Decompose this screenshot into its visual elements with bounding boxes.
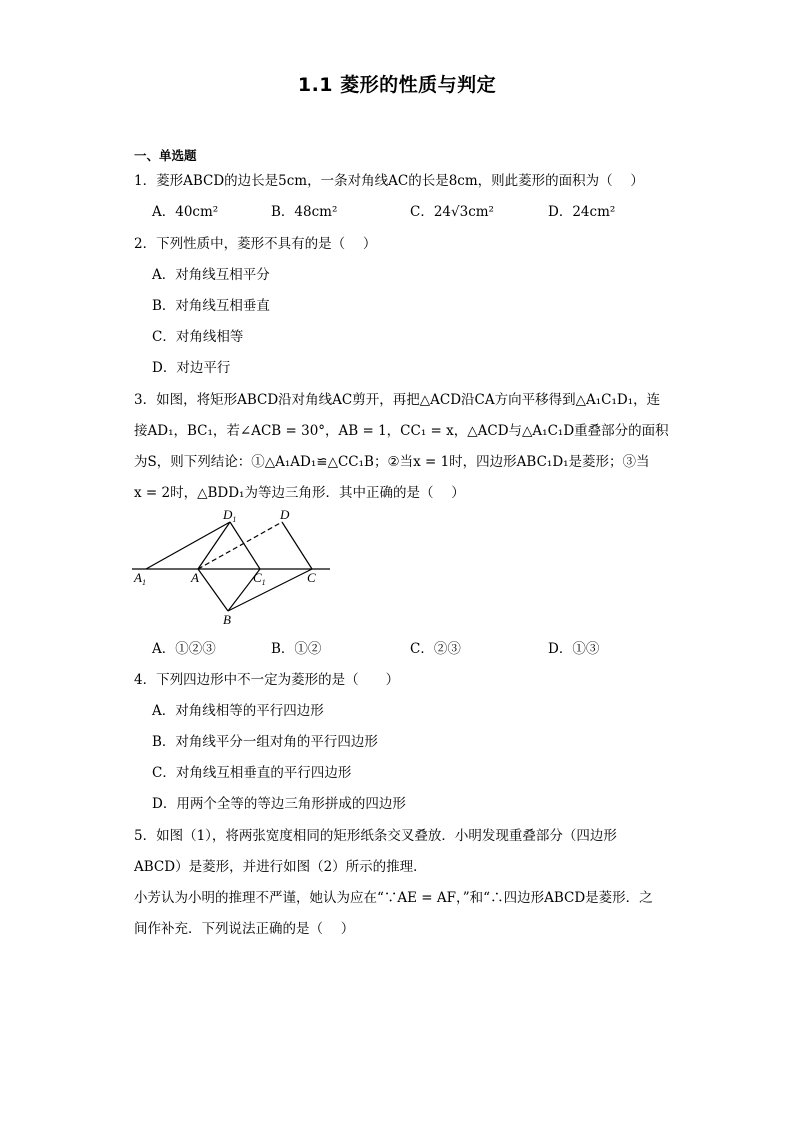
section-heading: 一、单选题: [134, 148, 197, 163]
q3-option-c[interactable]: C．②③: [410, 641, 461, 657]
label-c: C: [307, 570, 316, 585]
label-b: B: [223, 612, 231, 627]
question-3-line-3: 为S，则下列结论：①△A₁AD₁≌△CC₁B；②当x = 1时，四边形ABC₁D₁是菱形；③当: [134, 454, 650, 470]
question-3-line-4: x = 2时，△BDD₁为等边三角形．其中正确的是（ ）: [134, 485, 465, 501]
question-5-line-4: 间作补充．下列说法正确的是（ ）: [134, 921, 355, 937]
label-d1: $D_1$: [223, 508, 237, 524]
page-title: 1.1 菱形的性质与判定: [297, 74, 497, 96]
segment-b-c: [228, 569, 312, 611]
label-c1: $C_1$: [253, 570, 266, 587]
q3-option-d[interactable]: D．①③: [548, 641, 600, 657]
question-5-line-1: 5．如图（1），将两张宽度相同的矩形纸条交叉叠放．小明发现重叠部分（四边形: [134, 828, 617, 844]
segment-a-d1: [198, 522, 230, 569]
question-5-line-3: 小芳认为小明的推理不严谨，她认为应在“∵AE = AF，”和“∴四边形ABCD是菱形．之: [134, 890, 653, 906]
question-1-text: 1．菱形ABCD的边长是5cm，一条对角线AC的长是8cm，则此菱形的面积为（ ）: [134, 173, 644, 189]
segment-d1-c1: [230, 522, 260, 569]
q1-option-d[interactable]: D．24cm²: [548, 204, 616, 220]
segment-a-d-dashed: [198, 522, 282, 569]
q2-option-b[interactable]: B．对角线互相垂直: [152, 298, 270, 314]
q2-option-c[interactable]: C．对角线相等: [152, 329, 244, 345]
q1-option-c[interactable]: C．24√3cm²: [410, 204, 494, 220]
segment-a-b: [198, 569, 228, 611]
q1-option-b[interactable]: B．48cm²: [271, 204, 338, 220]
question-5-line-2: ABCD）是菱形，并进行如图（2）所示的推理．: [134, 859, 427, 875]
q4-option-b[interactable]: B．对角线平分一组对角的平行四边形: [152, 734, 378, 750]
q3-option-b[interactable]: B．①②: [271, 641, 322, 657]
q4-option-d[interactable]: D．用两个全等的等边三角形拼成的四边形: [152, 796, 406, 812]
question-3-line-2: 接AD₁，BC₁，若∠ACB = 30°，AB = 1，CC₁ = x，△ACD与△A₁C₁D重叠部分的面积: [134, 423, 669, 439]
label-d: D: [280, 508, 290, 522]
q1-option-a[interactable]: A．40cm²: [152, 204, 219, 220]
q4-option-a[interactable]: A．对角线相等的平行四边形: [152, 703, 324, 719]
question-3-line-1: 3．如图，将矩形ABCD沿对角线AC剪开，再把△ACD沿CA方向平移得到△A₁C₁D₁，连: [134, 392, 661, 408]
question-2-text: 2．下列性质中，菱形不具有的是（ ）: [134, 236, 377, 252]
q3-geometry-figure: [130, 508, 340, 628]
segment-d-c: [282, 522, 312, 569]
question-4-text: 4．下列四边形中不一定为菱形的是（ ）: [134, 672, 400, 688]
q4-option-c[interactable]: C．对角线互相垂直的平行四边形: [152, 765, 352, 781]
label-a: A: [191, 570, 199, 585]
q2-option-d[interactable]: D．对边平行: [152, 360, 231, 376]
label-a1: $A_1$: [134, 570, 146, 587]
q2-option-a[interactable]: A．对角线互相平分: [152, 267, 270, 283]
segment-a1-d1: [146, 522, 230, 569]
q3-option-a[interactable]: A．①②③: [152, 641, 216, 657]
